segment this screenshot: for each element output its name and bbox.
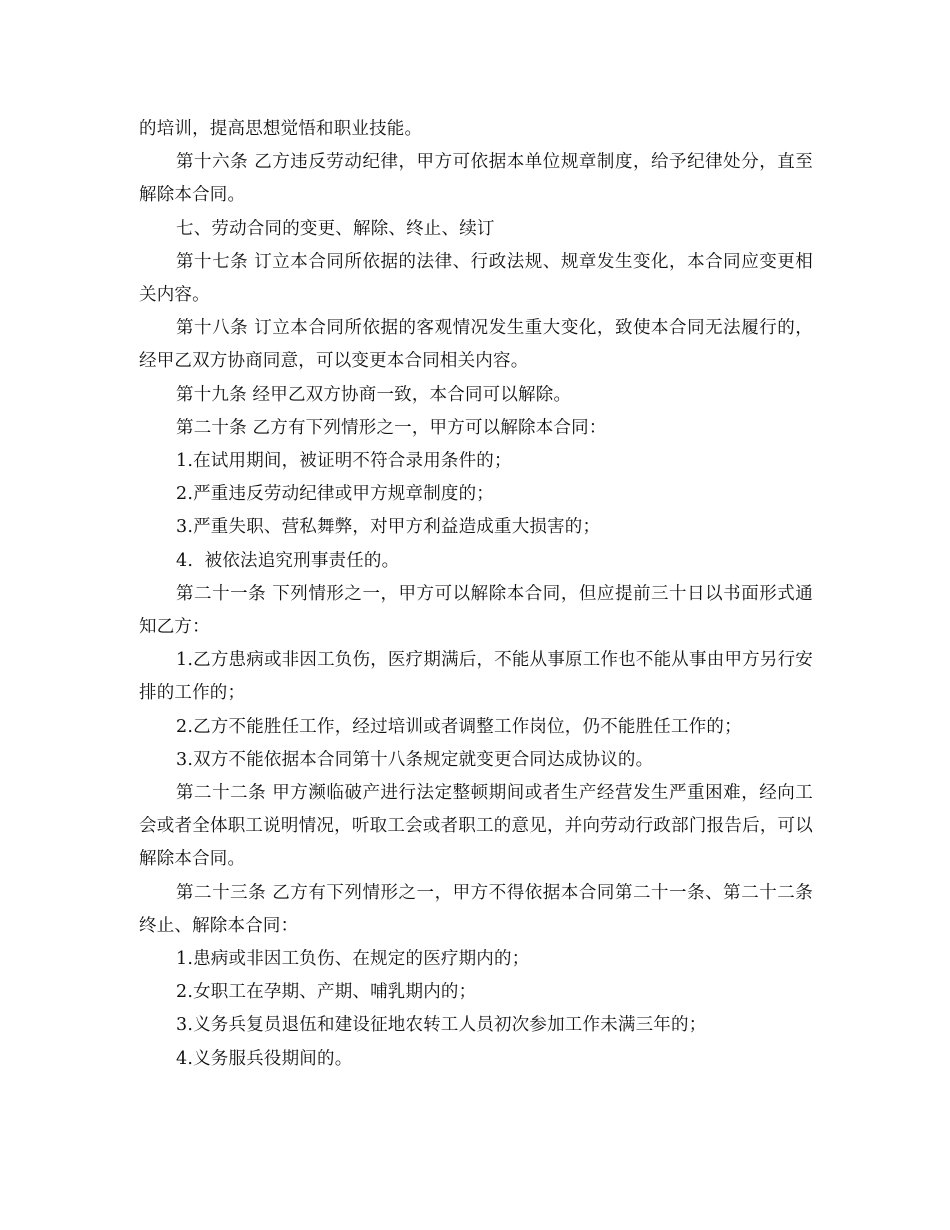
article-20: 第二十条 乙方有下列情形之一，甲方可以解除本合同： [176,417,607,438]
article-20-item-1: 1.在试用期间，被证明不符合录用条件的； [176,451,512,472]
article-21-item-2: 2.乙方不能胜任工作，经过培训或者调整工作岗位，仍不能胜任工作的； [176,716,742,737]
article-21: 第二十一条 下列情形之一，甲方可以解除本合同，但应提前三十日以书面形式通知乙方： [139,583,813,638]
article-23-item-4: 4.义务服兵役期间的。 [176,1048,353,1069]
article-20-item-3: 3.严重失职、营私舞弊，对甲方利益造成重大损害的； [176,517,601,538]
article-22: 第二十二条 甲方濒临破产进行法定整顿期间或者生产经营发生严重困难，经向工会或者全体职工说明情况，听取工会或者职工的意见，并向劳动行政部门报告后，可以解除本合同。 [139,783,813,870]
article-21-item-1: 1.乙方患病或非因工负伤，医疗期满后，不能从事原工作也不能从事由甲方另行安排的工作的； [139,650,813,704]
article-23-item-3: 3.义务兵复员退伍和建设征地农转工人员初次参加工作未满三年的； [176,1015,707,1036]
document-body [139,113,813,1076]
section-heading-7: 七、劳动合同的变更、解除、终止、续订 [176,218,495,239]
article-23-item-1: 1.患病或非因工负伤、在规定的医疗期内的； [176,949,530,970]
article-20-item-2: 2.严重违反劳动纪律或甲方规章制度的； [176,484,494,505]
article-20-item-4: 4. 被依法追究刑事责任的。 [176,550,400,571]
article-18: 第十八条 订立本合同所依据的客观情况发生重大变化，致使本合同无法履行的，经甲乙双方协商同意，可以变更本合同相关内容。 [139,318,813,372]
article-17: 第十七条 订立本合同所依据的法律、行政法规、规章发生变化，本合同应变更相关内容。 [139,251,813,306]
article-16: 第十六条 乙方违反劳动纪律，甲方可依据本单位规章制度，给予纪律处分，直至解除本合同。 [139,152,813,206]
article-23-item-2: 2.女职工在孕期、产期、哺乳期内的； [176,982,477,1003]
article-19: 第十九条 经甲乙双方协商一致，本合同可以解除。 [176,384,572,405]
article-23: 第二十三条 乙方有下列情形之一，甲方不得依据本合同第二十一条、第二十二条终止、解除本合同： [139,882,813,936]
article-21-item-3: 3.双方不能依据本合同第十八条规定就变更合同达成协议的。 [176,749,654,770]
paragraph-continuation: 的培训，提高思想觉悟和职业技能。 [139,119,423,139]
